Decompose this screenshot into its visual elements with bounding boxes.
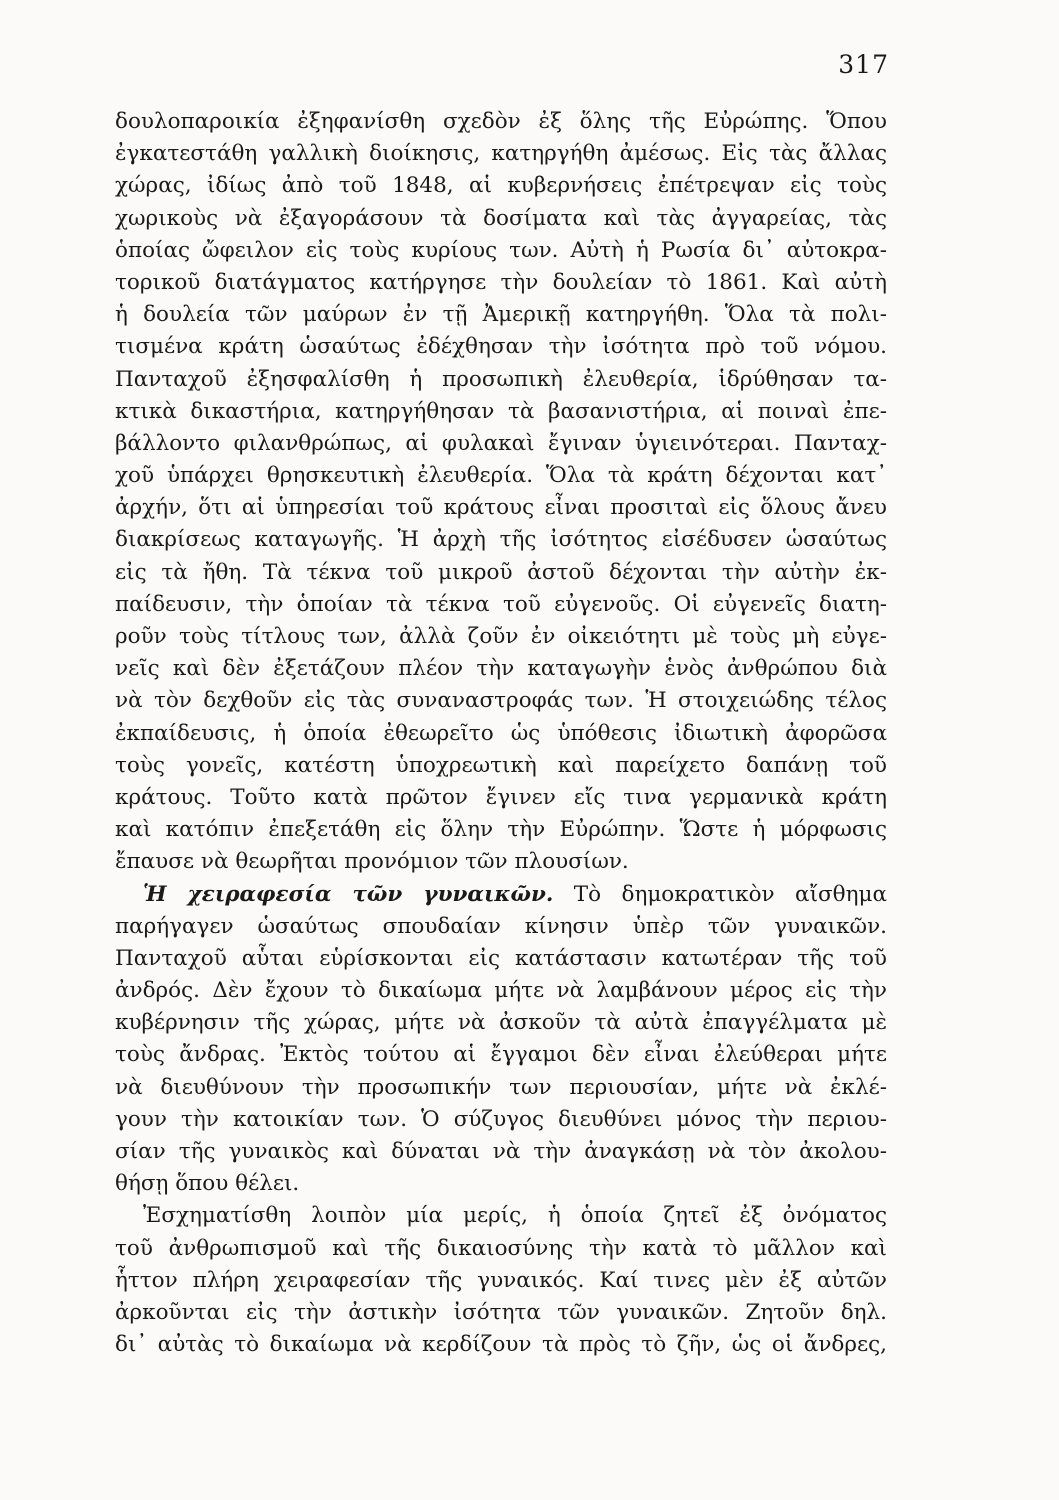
heading-line-rest: Τὸ δημοκρατικὸν αἴσθημα bbox=[573, 881, 887, 907]
text-line: κράτους. Τοῦτο κατὰ πρῶτον ἔγινεν εἴς τινα γερμανικὰ κράτη bbox=[115, 784, 887, 810]
text-line: ἀρκοῦνται εἰς τὴν ἀστικὴν ἰσότητα τῶν γυναικῶν. Ζητοῦν δηλ. bbox=[115, 1299, 887, 1325]
text-line: ἡ δουλεία τῶν μαύρων ἐν τῇ Ἀμερικῇ κατηργήθη. Ὅλα τὰ πολι- bbox=[115, 302, 887, 328]
text-line: ἀνδρός. Δὲν ἔχουν τὸ δικαίωμα μήτε νὰ λαμβάνουν μέρος εἰς τὴν bbox=[115, 978, 887, 1004]
text-line: κτικὰ δικαστήρια, κατηργήθησαν τὰ βασανιστήρια, αἱ ποιναὶ ἐπε- bbox=[115, 398, 887, 424]
heading-line bbox=[115, 879, 887, 911]
text-line: ἀρχήν, ὅτι αἱ ὑπηρεσίαι τοῦ κράτους εἶναι προσιταὶ εἰς ὅλους ἄνευ bbox=[115, 495, 887, 521]
text-line: ὁποίας ὤφειλον εἰς τοὺς κυρίους των. Αὐτὴ ἡ Ρωσία δι᾿ αὐτοκρα- bbox=[115, 237, 887, 263]
section-heading: Ἡ χειραφεσία τῶν γυναικῶν. bbox=[143, 881, 554, 907]
text-line: τοὺς ἄνδρας. Ἐκτὸς τούτου αἱ ἔγγαμοι δὲν εἶναι ἐλεύθεραι μήτε bbox=[115, 1042, 887, 1068]
text-line: εἰς τὰ ἤθη. Τὰ τέκνα τοῦ μικροῦ ἀστοῦ δέχονται τὴν αὐτὴν ἐκ- bbox=[115, 559, 887, 585]
text-line: ροῦν τοὺς τίτλους των, ἀλλὰ ζοῦν ἐν οἰκειότητι μὲ τοὺς μὴ εὐγε- bbox=[115, 624, 887, 649]
text-line: νὰ διευθύνουν τὴν προσωπικήν των περιουσίαν, μήτε νὰ ἐκλέ- bbox=[115, 1074, 887, 1100]
text-line: τισμένα κράτη ὡσαύτως ἐδέχθησαν τὴν ἰσότητα πρὸ τοῦ νόμου. bbox=[115, 334, 887, 360]
text-line: γουν τὴν κατοικίαν των. Ὁ σύζυγος διευθύνει μόνος τὴν περιου- bbox=[115, 1106, 887, 1132]
text-line: Πανταχοῦ αὗται εὑρίσκονται εἰς κατάστασιν κατωτέραν τῆς τοῦ bbox=[115, 945, 887, 971]
text-line: τοὺς γονεῖς, κατέστη ὑποχρεωτικὴ καὶ παρείχετο δαπάνῃ τοῦ bbox=[115, 752, 887, 778]
text-line: διακρίσεως καταγωγῆς. Ἡ ἀρχὴ τῆς ἰσότητος εἰσέδυσεν ὡσαύτως bbox=[115, 527, 887, 553]
text-line: Πανταχοῦ ἐξησφαλίσθη ἡ προσωπικὴ ἐλευθερία, ἱδρύθησαν τα- bbox=[115, 366, 887, 392]
text-line: ἧττον πλήρη χειραφεσίαν τῆς γυναικός. Καί τινες μὲν ἐξ αὐτῶν bbox=[115, 1267, 887, 1293]
text-line: σίαν τῆς γυναικὸς καὶ δύναται νὰ τὴν ἀναγκάσῃ νὰ τὸν ἀκολου- bbox=[115, 1139, 887, 1164]
text-line: δι᾿ αὐτὰς τὸ δικαίωμα νὰ κερδίζουν τὰ πρὸς τὸ ζῆν, ὡς οἱ ἄνδρες, bbox=[115, 1332, 887, 1358]
text-line: δουλοπαροικία ἐξηφανίσθη σχεδὸν ἐξ ὅλης τῆς Εὐρώπης. Ὅπου bbox=[115, 109, 887, 134]
paragraph-1 bbox=[115, 106, 887, 879]
text-line: κυβέρνησιν τῆς χώρας, μήτε νὰ ἀσκοῦν τὰ αὐτὰ ἐπαγγέλματα μὲ bbox=[115, 1010, 887, 1036]
body-text bbox=[115, 106, 887, 1361]
text-line: θήσῃ ὅπου θέλει. bbox=[115, 1171, 300, 1197]
text-line: νεῖς καὶ δὲν ἐξετάζουν πλέον τὴν καταγωγὴν ἑνὸς ἀνθρώπου διὰ bbox=[115, 656, 887, 682]
text-line: ἐκπαίδευσις, ἡ ὁποία ἐθεωρεῖτο ὡς ὑπόθεσις ἰδιωτικὴ ἀφορῶσα bbox=[115, 720, 887, 746]
text-line: νὰ τὸν δεχθοῦν εἰς τὰς συναναστροφάς των. Ἡ στοιχειώδης τέλος bbox=[115, 688, 887, 714]
text-line: τορικοῦ διατάγματος κατήργησε τὴν δουλείαν τὸ 1861. Καὶ αὐτὴ bbox=[115, 269, 887, 295]
text-line: Ἐσχηματίσθη λοιπὸν μία μερίς, ἡ ὁποία ζητεῖ ἐξ ὀνόματος bbox=[143, 1203, 887, 1229]
text-line: καὶ κατόπιν ἐπεξετάθη εἰς ὅλην τὴν Εὐρώπην. Ὥστε ἡ μόρφωσις bbox=[115, 817, 887, 843]
text-line: τοῦ ἀνθρωπισμοῦ καὶ τῆς δικαιοσύνης τὴν κατὰ τὸ μᾶλλον καὶ bbox=[115, 1235, 887, 1261]
paragraph-2 bbox=[115, 879, 887, 1201]
text-line: παίδευσιν, τὴν ὁποίαν τὰ τέκνα τοῦ εὐγενοῦς. Οἱ εὐγενεῖς διατη- bbox=[115, 591, 887, 617]
text-line: ἔπαυσε νὰ θεωρῆται προνόμιον τῶν πλουσίων. bbox=[115, 849, 629, 875]
text-line: παρήγαγεν ὡσαύτως σπουδαίαν κίνησιν ὑπὲρ τῶν γυναικῶν. bbox=[115, 913, 887, 939]
text-line: ἐγκατεστάθη γαλλικὴ διοίκησις, κατηργήθη ἀμέσως. Εἰς τὰς ἄλλας bbox=[115, 141, 887, 167]
page-number: 317 bbox=[838, 50, 889, 79]
text-line: βάλλοντο φιλανθρώπως, αἱ φυλακαὶ ἔγιναν ὑγιεινότεραι. Πανταχ- bbox=[115, 430, 887, 456]
text-line: χώρας, ἰδίως ἀπὸ τοῦ 1848, αἱ κυβερνήσεις ἐπέτρεψαν εἰς τοὺς bbox=[115, 173, 887, 199]
text-line: χωρικοὺς νὰ ἐξαγοράσουν τὰ δοσίματα καὶ τὰς ἀγγαρείας, τὰς bbox=[115, 205, 887, 231]
text-line: χοῦ ὑπάρχει θρησκευτικὴ ἐλευθερία. Ὅλα τὰ κράτη δέχονται κατ᾿ bbox=[115, 463, 887, 489]
paragraph-3 bbox=[115, 1200, 887, 1361]
